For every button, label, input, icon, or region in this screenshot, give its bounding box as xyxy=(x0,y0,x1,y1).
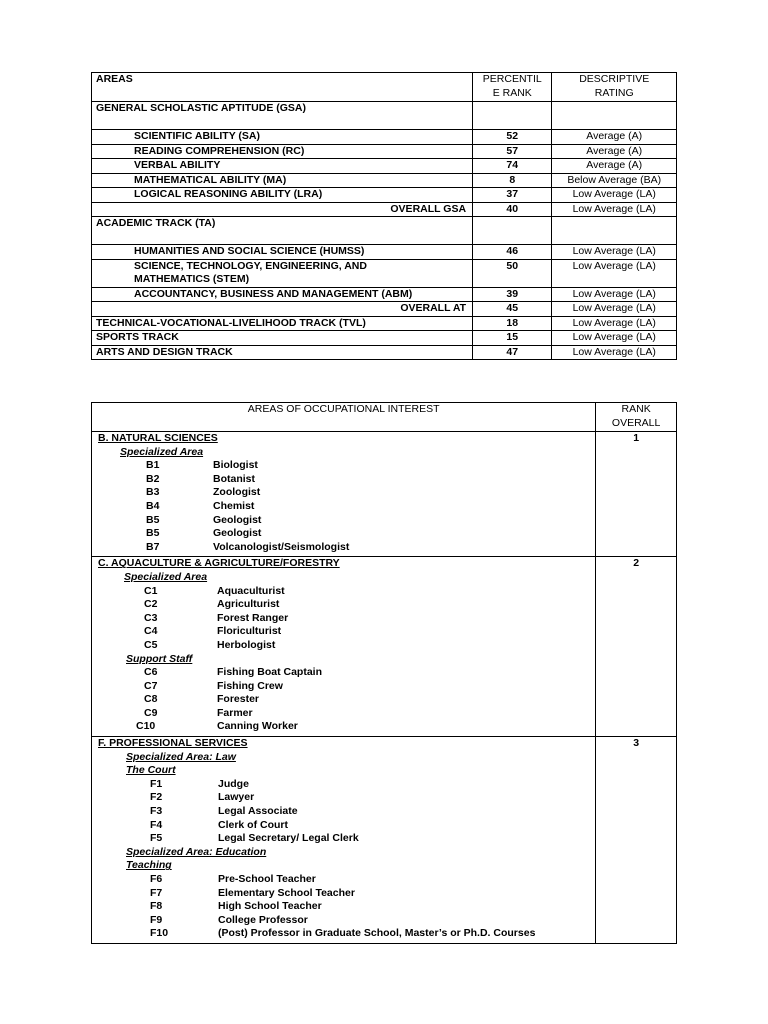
aptitude-row xyxy=(92,259,677,287)
aptitude-area-label: OVERALL GSA xyxy=(92,202,473,217)
occupation-name: College Professor xyxy=(218,913,308,926)
occupation-item xyxy=(98,473,591,487)
occupation-item xyxy=(98,927,591,941)
aptitude-row xyxy=(92,331,677,346)
aptitude-row xyxy=(92,316,677,331)
occupation-item xyxy=(98,514,591,528)
aptitude-row xyxy=(92,102,677,130)
aptitude-descriptive-rating xyxy=(552,217,677,245)
occupation-code: F7 xyxy=(150,886,163,899)
occupation-code: C5 xyxy=(144,638,158,651)
interest-section-rank: 3 xyxy=(596,737,677,944)
aptitude-percentile-rank xyxy=(473,217,552,245)
aptitude-descriptive-rating: Low Average (LA) xyxy=(552,331,677,346)
occupation-code: F1 xyxy=(150,777,163,790)
aptitude-row xyxy=(92,217,677,245)
occupation-name: Fishing Boat Captain xyxy=(217,666,322,679)
interest-section-title: C. AQUACULTURE & AGRICULTURE/FORESTRY xyxy=(98,557,340,570)
aptitude-percentile-rank: 47 xyxy=(473,345,552,360)
aptitude-table xyxy=(91,72,677,360)
occupation-name: High School Teacher xyxy=(218,900,322,913)
occupation-item xyxy=(98,720,591,734)
occupation-item xyxy=(98,887,591,901)
aptitude-percentile-rank: 74 xyxy=(473,159,552,174)
aptitude-descriptive-rating: Average (A) xyxy=(552,159,677,174)
occupation-name: (Post) Professor in Graduate School, Master’s or Ph.D. Courses xyxy=(218,927,536,940)
occupational-interest-table xyxy=(91,402,677,944)
occupation-item xyxy=(98,541,591,555)
occupation-code: C4 xyxy=(144,625,158,638)
occupation-item xyxy=(98,914,591,928)
interest-section-cell xyxy=(92,557,596,737)
aptitude-row xyxy=(92,188,677,203)
aptitude-percentile-rank xyxy=(473,102,552,130)
occupation-name: Forest Ranger xyxy=(217,611,289,624)
header-descriptive-rating: DESCRIPTIVE RATING xyxy=(552,73,677,102)
occupation-item xyxy=(98,500,591,514)
aptitude-area-label: SCIENCE, TECHNOLOGY, ENGINEERING, AND MATHEMATICS (STEM) xyxy=(92,259,473,287)
aptitude-percentile-rank: 46 xyxy=(473,245,552,260)
aptitude-descriptive-rating: Low Average (LA) xyxy=(552,316,677,331)
occupation-name: Agriculturist xyxy=(217,598,280,611)
occupation-item xyxy=(98,598,591,612)
aptitude-area-label: VERBAL ABILITY xyxy=(92,159,473,174)
aptitude-percentile-rank: 57 xyxy=(473,144,552,159)
aptitude-percentile-rank: 52 xyxy=(473,130,552,145)
aptitude-row xyxy=(92,130,677,145)
interest-header-row xyxy=(92,403,677,432)
aptitude-descriptive-rating: Low Average (LA) xyxy=(552,188,677,203)
occupation-name: Judge xyxy=(218,777,249,790)
occupation-name: Chemist xyxy=(213,499,255,512)
occupation-item xyxy=(98,873,591,887)
interest-group-title: Specialized Area xyxy=(124,570,208,583)
aptitude-area-label: LOGICAL REASONING ABILITY (LRA) xyxy=(92,188,473,203)
aptitude-area-label: OVERALL AT xyxy=(92,302,473,317)
aptitude-row xyxy=(92,287,677,302)
occupation-code: B7 xyxy=(146,540,160,553)
occupation-name: Legal Associate xyxy=(218,805,298,818)
occupation-name: Herbologist xyxy=(217,638,276,651)
occupation-code: F6 xyxy=(150,873,163,885)
occupation-item xyxy=(98,680,591,694)
aptitude-area-label: SCIENTIFIC ABILITY (SA) xyxy=(92,130,473,145)
aptitude-percentile-rank: 45 xyxy=(473,302,552,317)
occupation-name: Pre-School Teacher xyxy=(218,873,316,885)
occupation-item xyxy=(98,625,591,639)
occupation-name: Botanist xyxy=(213,472,255,485)
aptitude-area-label: ACADEMIC TRACK (TA) xyxy=(92,217,473,245)
occupation-code: F10 xyxy=(150,927,169,940)
aptitude-area-label: ACCOUNTANCY, BUSINESS AND MANAGEMENT (ABM) xyxy=(92,287,473,302)
occupation-code: C1 xyxy=(144,584,158,597)
aptitude-descriptive-rating: Low Average (LA) xyxy=(552,259,677,287)
occupation-code: C6 xyxy=(144,666,158,679)
occupation-item xyxy=(98,832,591,846)
interest-section-cell xyxy=(92,737,596,944)
occupation-item xyxy=(98,527,591,541)
occupation-item xyxy=(98,639,591,653)
occupation-item xyxy=(98,612,591,626)
aptitude-row xyxy=(92,302,677,317)
aptitude-row xyxy=(92,202,677,217)
interest-group-title: The Court xyxy=(126,764,176,777)
occupation-name: Fishing Crew xyxy=(217,679,283,692)
occupation-name: Legal Secretary/ Legal Clerk xyxy=(218,832,359,845)
occupation-item xyxy=(98,666,591,680)
aptitude-area-label: SPORTS TRACK xyxy=(92,331,473,346)
occupation-code: F9 xyxy=(150,913,163,926)
aptitude-descriptive-rating xyxy=(552,102,677,130)
occupation-code: C2 xyxy=(144,598,158,611)
occupation-item xyxy=(98,486,591,500)
header-areas-of-interest: AREAS OF OCCUPATIONAL INTEREST xyxy=(92,403,596,432)
occupation-code: F2 xyxy=(150,791,163,804)
interest-group-title: Teaching xyxy=(126,859,172,872)
occupation-name: Geologist xyxy=(213,513,262,526)
occupation-code: C7 xyxy=(144,679,158,692)
aptitude-row xyxy=(92,245,677,260)
occupation-item xyxy=(98,900,591,914)
occupation-item xyxy=(98,693,591,707)
interest-group-title: Support Staff xyxy=(126,652,193,665)
aptitude-percentile-rank: 15 xyxy=(473,331,552,346)
occupation-code: C10 xyxy=(136,720,156,733)
occupation-item xyxy=(98,819,591,833)
occupation-code: B5 xyxy=(146,527,160,540)
occupation-name: Forester xyxy=(217,693,260,706)
interest-section-row xyxy=(92,557,677,737)
aptitude-row xyxy=(92,173,677,188)
aptitude-descriptive-rating: Low Average (LA) xyxy=(552,302,677,317)
interest-section-row xyxy=(92,432,677,557)
occupation-name: Farmer xyxy=(217,706,253,719)
occupation-name: Biologist xyxy=(213,459,258,472)
interest-section-title: B. NATURAL SCIENCES xyxy=(98,432,218,444)
occupation-code: F3 xyxy=(150,805,163,818)
occupation-code: B3 xyxy=(146,486,160,499)
aptitude-descriptive-rating: Low Average (LA) xyxy=(552,345,677,360)
aptitude-descriptive-rating: Average (A) xyxy=(552,130,677,145)
interest-section-row xyxy=(92,737,677,944)
occupation-code: C8 xyxy=(144,693,158,706)
interest-group-title: Specialized Area xyxy=(120,445,204,458)
aptitude-area-label: MATHEMATICAL ABILITY (MA) xyxy=(92,173,473,188)
aptitude-descriptive-rating: Low Average (LA) xyxy=(552,245,677,260)
aptitude-percentile-rank: 8 xyxy=(473,173,552,188)
occupation-name: Aquaculturist xyxy=(217,584,285,597)
aptitude-descriptive-rating: Low Average (LA) xyxy=(552,287,677,302)
occupation-code: F4 xyxy=(150,818,163,831)
occupation-item xyxy=(98,585,591,599)
aptitude-header-row xyxy=(92,73,677,102)
aptitude-area-label: ARTS AND DESIGN TRACK xyxy=(92,345,473,360)
aptitude-percentile-rank: 37 xyxy=(473,188,552,203)
occupation-code: B4 xyxy=(146,499,160,512)
occupation-name: Lawyer xyxy=(218,791,255,804)
occupation-name: Canning Worker xyxy=(217,720,298,733)
interest-section-cell xyxy=(92,432,596,557)
aptitude-descriptive-rating: Below Average (BA) xyxy=(552,173,677,188)
aptitude-percentile-rank: 40 xyxy=(473,202,552,217)
aptitude-row xyxy=(92,345,677,360)
occupation-code: C9 xyxy=(144,706,158,719)
aptitude-row xyxy=(92,159,677,174)
aptitude-descriptive-rating: Average (A) xyxy=(552,144,677,159)
occupation-name: Zoologist xyxy=(213,486,261,499)
occupation-name: Geologist xyxy=(213,527,262,540)
aptitude-area-label: TECHNICAL-VOCATIONAL-LIVELIHOOD TRACK (TVL) xyxy=(92,316,473,331)
occupation-code: B1 xyxy=(146,459,160,472)
interest-group-title: Specialized Area: Law xyxy=(126,750,236,763)
occupation-item xyxy=(98,791,591,805)
aptitude-area-label: GENERAL SCHOLASTIC APTITUDE (GSA) xyxy=(92,102,473,130)
interest-section-rank: 1 xyxy=(596,432,677,557)
occupation-item xyxy=(98,805,591,819)
interest-group-title: Specialized Area: Education xyxy=(126,845,267,858)
aptitude-row xyxy=(92,144,677,159)
header-rank-overall: RANK OVERALL xyxy=(596,403,677,432)
interest-section-title: F. PROFESSIONAL SERVICES xyxy=(98,737,248,750)
header-areas: AREAS xyxy=(92,73,473,102)
occupation-name: Clerk of Court xyxy=(218,818,289,831)
occupation-code: F8 xyxy=(150,900,163,913)
occupation-item xyxy=(98,778,591,792)
occupation-name: Floriculturist xyxy=(217,625,282,638)
interest-section-rank: 2 xyxy=(596,557,677,737)
aptitude-area-label: HUMANITIES AND SOCIAL SCIENCE (HUMSS) xyxy=(92,245,473,260)
aptitude-descriptive-rating: Low Average (LA) xyxy=(552,202,677,217)
header-percentile-rank: PERCENTIL E RANK xyxy=(473,73,552,102)
occupation-code: F5 xyxy=(150,832,163,845)
aptitude-percentile-rank: 50 xyxy=(473,259,552,287)
occupation-name: Volcanologist/Seismologist xyxy=(213,540,350,553)
occupation-code: B2 xyxy=(146,472,160,485)
aptitude-area-label: READING COMPREHENSION (RC) xyxy=(92,144,473,159)
occupation-name: Elementary School Teacher xyxy=(218,886,355,899)
aptitude-percentile-rank: 18 xyxy=(473,316,552,331)
occupation-code: B5 xyxy=(146,513,160,526)
occupation-code: C3 xyxy=(144,611,158,624)
occupation-item xyxy=(98,459,591,473)
aptitude-percentile-rank: 39 xyxy=(473,287,552,302)
occupation-item xyxy=(98,707,591,721)
